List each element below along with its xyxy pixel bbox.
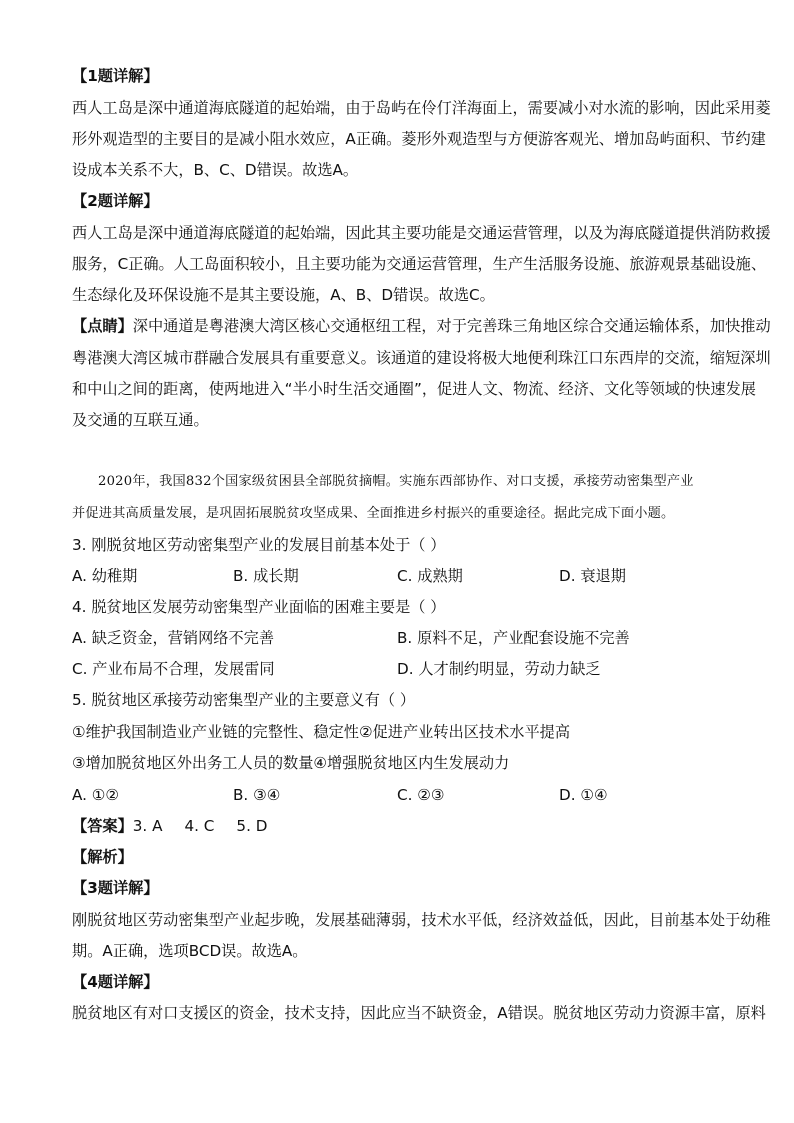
sec3-heading: 【3题详解】 — [72, 879, 159, 897]
q3-option-d: D. 衰退期 — [559, 567, 626, 585]
answer-line — [72, 816, 724, 836]
dianjing-heading: 【点睛】 — [72, 317, 133, 335]
q4-option-a: A. 缺乏资金，营销网络不完善 — [72, 629, 275, 647]
sec3-line-1: 刚脱贫地区劳动密集型产业起步晚，发展基础薄弱，技术水平低，经济效益低，因此，目前基本处于幼稚 — [72, 911, 771, 929]
q5-statement-1: ①维护我国制造业产业链的完整性、稳定性②促进产业转出区技术水平提高 — [72, 723, 571, 741]
q3-stem: 3. 刚脱贫地区劳动密集型产业的发展目前基本处于（ ） — [72, 536, 446, 554]
sec4-line-1: 脱贫地区有对口支援区的资金，技术支持，因此应当不缺资金，A错误。脱贫地区劳动力资源丰富，原料 — [72, 1004, 766, 1022]
q4-option-c: C. 产业布局不合理，发展雷同 — [72, 660, 275, 678]
q5-option-a: A. ①② — [72, 786, 120, 804]
q5-option-b: B. ③④ — [233, 786, 281, 804]
q5-option-d: D. ①④ — [559, 786, 608, 804]
q5-option-c: C. ②③ — [397, 786, 445, 804]
dianjing-line-2: 粤港澳大湾区城市群融合发展具有重要意义。该通道的建设将极大地便利珠江口东西岸的交流，缩短深圳 — [72, 349, 771, 367]
q4-option-d: D. 人才制约明显，劳动力缺乏 — [397, 660, 601, 678]
q5-stem: 5. 脱贫地区承接劳动密集型产业的主要意义有（ ） — [72, 691, 416, 709]
dianjing-line-1 — [72, 316, 771, 336]
sec4-heading: 【4题详解】 — [72, 973, 159, 991]
intro-line-1: 2020年，我国832个国家级贫困县全部脱贫摘帽。实施东西部协作、对口支援，承接劳动密集型产业 — [98, 474, 694, 489]
sec1-line-1: 西人工岛是深中通道海底隧道的起始端，由于岛屿在伶仃洋海面上，需要减小对水流的影响，因此采用菱 — [72, 99, 771, 117]
q5-statement-2: ③增加脱贫地区外出务工人员的数量④增强脱贫地区内生发展动力 — [72, 754, 510, 772]
intro-line-2: 并促进其高质量发展，是巩固拓展脱贫攻坚成果、全面推进乡村振兴的重要途径。据此完成下面小题。 — [72, 506, 675, 521]
sec3-line-2: 期。A正确，选项BCD误。故选A。 — [72, 942, 308, 960]
sec2-line-3: 生态绿化及环保设施不是其主要设施，A、B、D错误。故选C。 — [72, 286, 495, 304]
q3-option-a: A. 幼稚期 — [72, 567, 138, 585]
q3-option-c: C. 成熟期 — [397, 567, 463, 585]
answer-5: 5. D — [236, 817, 268, 835]
q4-stem: 4. 脱贫地区发展劳动密集型产业面临的困难主要是（ ） — [72, 598, 446, 616]
dianjing-line-3: 和中山之间的距离，使两地进入“半小时生活交通圈”，促进人文、物流、经济、文化等领域的快速发展 — [72, 380, 756, 398]
dianjing-line-1-text: 深中通道是粤港澳大湾区核心交通枢纽工程，对于完善珠三角地区综合交通运输体系，加快推动 — [132, 317, 771, 335]
answer-3: 3. A — [132, 817, 163, 835]
sec1-heading: 【1题详解】 — [72, 67, 159, 85]
sec2-heading: 【2题详解】 — [72, 192, 159, 210]
answer-4: 4. C — [184, 817, 215, 835]
analysis-label: 【解析】 — [72, 848, 133, 866]
q4-option-b: B. 原料不足，产业配套设施不完善 — [397, 629, 630, 647]
sec1-line-2: 形外观造型的主要目的是减小阻水效应，A正确。菱形外观造型与方便游客观光、增加岛屿面积、节约建 — [72, 130, 766, 148]
dianjing-line-4: 及交通的互联互通。 — [72, 411, 209, 429]
q3-option-b: B. 成长期 — [233, 567, 299, 585]
sec1-line-3: 设成本关系不大，B、C、D错误。故选A。 — [72, 161, 359, 179]
answer-label: 【答案】 — [72, 817, 133, 835]
sec2-line-1: 西人工岛是深中通道海底隧道的起始端，因此其主要功能是交通运营管理，以及为海底隧道提供消防救援 — [72, 224, 771, 242]
sec2-line-2: 服务，C正确。人工岛面积较小，且主要功能为交通运营管理，生产生活服务设施、旅游观景基础设施、 — [72, 255, 767, 273]
